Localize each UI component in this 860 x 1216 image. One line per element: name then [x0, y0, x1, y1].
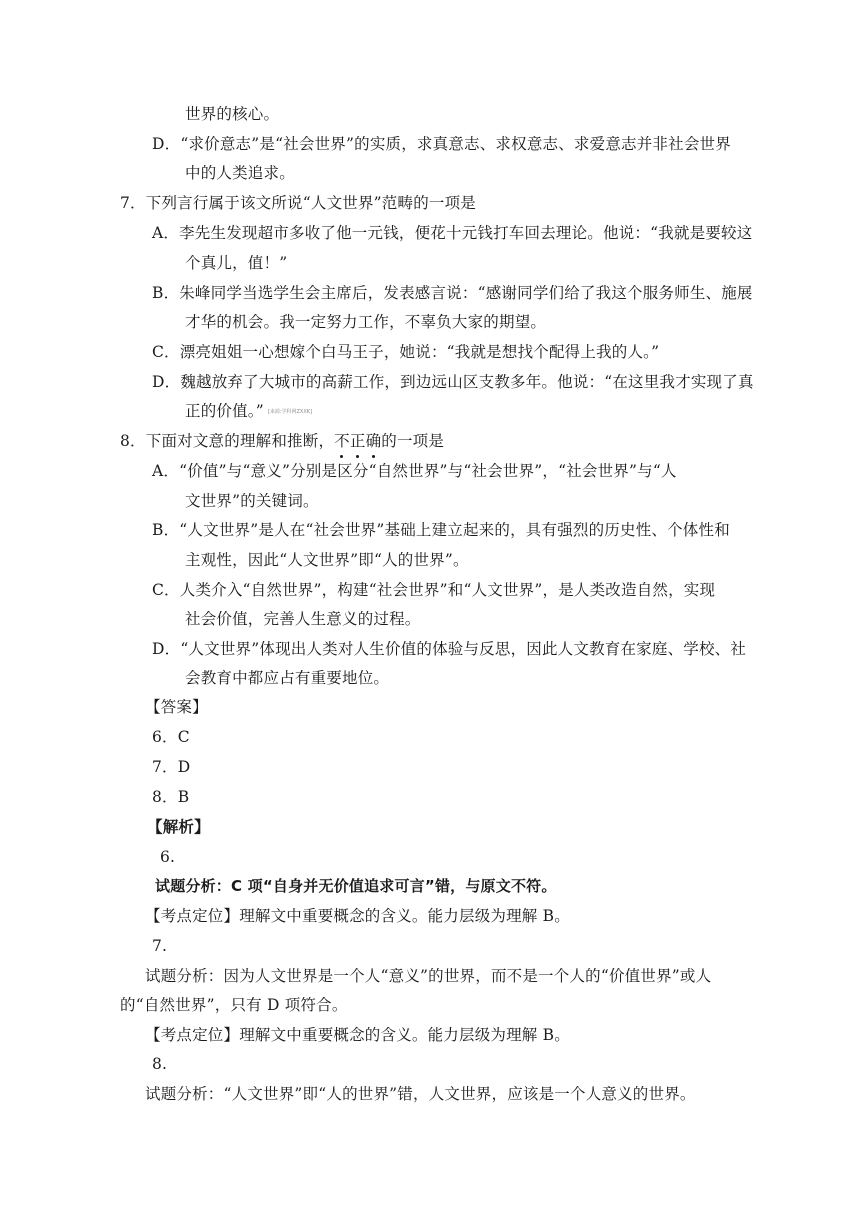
q8-stem-pre: 8．下面对文意的理解和推断，: [120, 432, 335, 450]
q7-option-b: B．朱峰同学当选学生会主席后，发表感言说：“感谢同学们给了我这个服务师生、施展: [152, 284, 753, 302]
q7-option-b-cont: 才华的机会。我一定努力工作，不辜负大家的期望。: [185, 313, 547, 331]
q7-option-d: D．魏越放弃了大城市的高薪工作，到边远山区支教多年。他说：“在这里我才实现了真: [152, 373, 754, 391]
q8-option-b: B．“人文世界”是人在“社会世界”基础上建立起来的，具有强烈的历史性、个体性和: [152, 521, 730, 539]
analysis-heading: 【解析】: [147, 817, 210, 836]
analysis-7-text-cont: 的“自然世界”，只有 D 项符合。: [120, 996, 348, 1014]
q8-stem: [120, 431, 444, 451]
q8-stem-emphasis-text: 不正确: [334, 432, 382, 450]
answer-8: 8．B: [152, 788, 190, 806]
q8-option-b-cont: 主观性，因此“人文世界”即“人的世界”。: [185, 551, 469, 569]
analysis-6-number: 6.: [160, 848, 176, 866]
source-watermark: [来源:学科网ZXXK]: [267, 409, 313, 415]
q8-stem-emphasis: [334, 431, 381, 451]
analysis-6-text: 试题分析：C 项“自身并无价值追求可言”错，与原文不符。: [155, 877, 557, 895]
answer-7: 7．D: [152, 758, 191, 776]
q7-option-a-cont: 个真儿，值！”: [185, 254, 288, 272]
q6-option-d-cont: 中的人类追求。: [185, 164, 295, 182]
answer-6: 6．C: [152, 728, 190, 746]
emphasis-dot: [372, 455, 375, 458]
q8-option-c: C．人类介入“自然世界”，构建“社会世界”和“人文世界”，是人类改造自然，实现: [152, 581, 716, 599]
analysis-8-text: 试题分析：“人文世界”即“人的世界”错，人文世界，应该是一个人意义的世界。: [145, 1085, 696, 1103]
q8-stem-post: 的一项是: [381, 432, 445, 450]
q7-option-d-cont: [185, 401, 312, 422]
answer-heading: 【答案】: [145, 698, 208, 716]
q8-option-d: D．“人文世界”体现出人类对人生价值的体验与反思，因此人文教育在家庭、学校、社: [152, 640, 747, 658]
q7-option-d-text: 正的价值。”: [185, 402, 264, 420]
emphasis-dot: [356, 455, 359, 458]
q8-option-c-cont: 社会价值，完善人生意义的过程。: [185, 610, 421, 628]
q6-option-d: D．“求价意志”是“社会世界”的实质，求真意志、求权意志、求爱意志并非社会世界: [152, 135, 731, 153]
analysis-7-text: 试题分析：因为人文世界是一个人“意义”的世界，而不是一个人的“价值世界”或人: [145, 967, 712, 985]
emphasis-dot: [340, 455, 343, 458]
q6-option-c-tail: 世界的核心。: [185, 105, 280, 123]
q7-option-c: C．漂亮姐姐一心想嫁个白马王子，她说：“我就是想找个配得上我的人。”: [152, 343, 660, 361]
q7-option-a: A．李先生发现超市多收了他一元钱，便花十元钱打车回去理论。他说：“我就是要较这: [152, 224, 753, 242]
analysis-8-number: 8.: [152, 1055, 168, 1073]
analysis-7-number: 7.: [152, 937, 168, 955]
q8-option-a-cont: 文世界”的关键词。: [185, 492, 319, 510]
analysis-7-point: 【考点定位】理解文中重要概念的含义。能力层级为理解 B。: [145, 1026, 570, 1044]
analysis-6-point: 【考点定位】理解文中重要概念的含义。能力层级为理解 B。: [145, 907, 570, 925]
q7-stem: 7．下列言行属于该文所说“人文世界”范畴的一项是: [120, 194, 477, 212]
q8-option-d-cont: 会教育中都应占有重要地位。: [185, 669, 390, 687]
q8-option-a: A．“价值”与“意义”分别是区分“自然世界”与“社会世界”，“社会世界”与“人: [152, 462, 677, 480]
